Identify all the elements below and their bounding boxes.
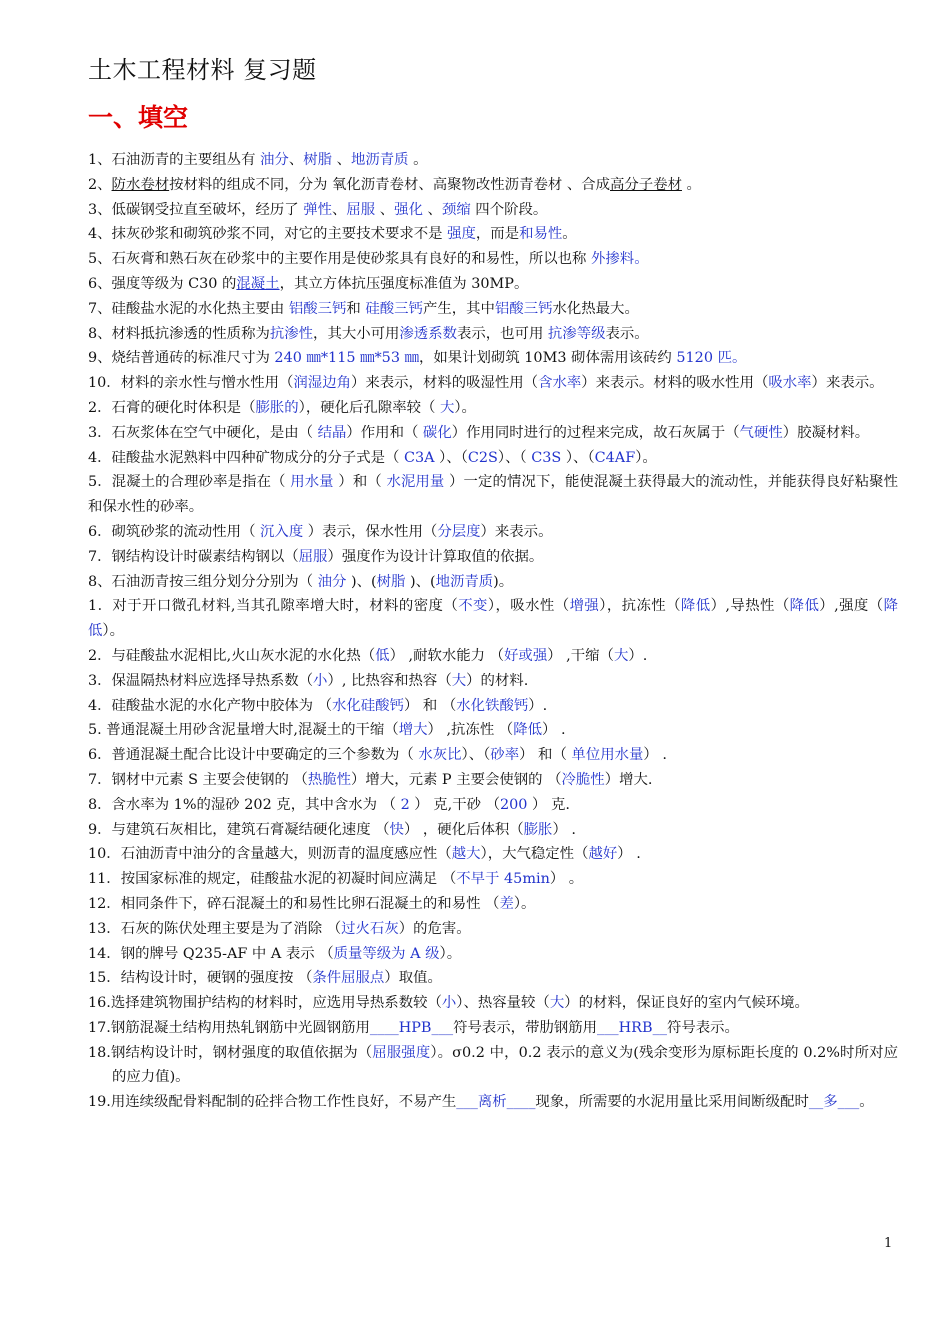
question-item: 2．与硅酸盐水泥相比,火山灰水泥的水化热（低） ,耐软水能力 （好或强） ,干缩（大）. xyxy=(88,647,648,664)
question-item: 7．钢材中元素 S 主要会使钢的 （热脆性）增大，元素 P 主要会使钢的 （冷脆性）增大. xyxy=(88,771,653,788)
question-item: 9．与建筑石灰相比，建筑石膏凝结硬化速度 （快） ，硬化后体积（膨胀） . xyxy=(88,821,576,838)
question-item: 3．石灰浆体在空气中硬化，是由（ 结晶）作用和（ 碳化）作用同时进行的过程来完成，故石灰属于（气硬性）胶凝材料。 xyxy=(88,424,870,441)
question-item: 1．对于开口微孔材料,当其孔隙率增大时，材料的密度（不变），吸水性（增强），抗冻性（降低）,导热性（降低）,强度（降低）。 xyxy=(88,598,898,640)
question-item: 4．硅酸盐水泥的水化产物中胶体为 （水化硅酸钙） 和 （水化铁酸钙）. xyxy=(88,697,548,714)
question-item: 5．混凝土的合理砂率是指在（ 用水量 ）和（ 水泥用量 ）一定的情况下，能使混凝土获得最大的流动性，并能获得良好粘聚性和保水性的砂率。 xyxy=(88,474,898,516)
question-item: 12．相同条件下，碎石混凝土的和易性比卵石混凝土的和易性 （差）。 xyxy=(88,895,536,912)
question-item: 17.钢筋混凝土结构用热轧钢筋中光圆钢筋用____HPB___符号表示，带肋钢筋用___HRB__符号表示。 xyxy=(88,1019,739,1036)
question-item: 10．材料的亲水性与憎水性用（润湿边角）来表示，材料的吸湿性用（含水率）来表示。材料的吸水性用（吸水率）来表示。 xyxy=(88,375,884,392)
question-item: 4．硅酸盐水泥熟料中四种矿物成分的分子式是（ C3A ）、（C2S）、（ C3S ）、（C4AF）。 xyxy=(88,449,657,466)
question-item: 8．含水率为 1%的湿砂 202 克，其中含水为 （ 2 ） 克,干砂 （200 ） 克. xyxy=(88,796,570,813)
question-item: 5、石灰膏和熟石灰在砂浆中的主要作用是使砂浆具有良好的和易性，所以也称 外掺料。 xyxy=(88,251,649,268)
question-item: 1、石油沥青的主要组丛有 油分、树脂 、地沥青质 。 xyxy=(88,152,428,168)
question-item: 6．砌筑砂浆的流动性用（ 沉入度 ）表示，保水性用（分层度）来表示。 xyxy=(88,523,553,540)
question-item: 10．石油沥青中油分的含量越大，则沥青的温度感应性（越大），大气稳定性（越好） . xyxy=(88,846,641,863)
question-item: 6、强度等级为 C30 的混凝土，其立方体抗压强度标准值为 30MP。 xyxy=(88,275,529,292)
question-item: 16.选择建筑物围护结构的材料时，应选用导热系数较（小）、热容量较（大）的材料，保证良好的室内气候环境。 xyxy=(88,995,809,1012)
question-item: 2、防水卷材按材料的组成不同，分为 氧化沥青卷材、高聚物改性沥青卷材 、合成高分子卷材 。 xyxy=(88,176,701,193)
question-item: 2．石膏的硬化时体积是（膨胀的），硬化后孔隙率较（ 大）。 xyxy=(88,399,476,416)
question-item: 18.钢结构设计时，钢材强度的取值依据为（屈服强度）。σ0.2 中，0.2 表示的意义为(残余变形为原标距长度的 0.2%时所对应的应力值)。 xyxy=(88,1044,898,1086)
question-item: 19.用连续级配骨料配制的砼拌合物工作性良好，不易产生___离析____现象，所需要的水泥用量比采用间断级配时__多___。 xyxy=(88,1094,874,1111)
question-item: 3．保温隔热材料应选择导热系数（小）, 比热容和热容（大）的材料. xyxy=(88,672,529,689)
question-item: 8、材料抵抗渗透的性质称为抗渗性，其大小可用渗透系数表示，也可用 抗渗等级表示。 xyxy=(88,325,649,342)
question-item: 14．钢的牌号 Q235-AF 中 A 表示 （质量等级为 A 级）。 xyxy=(88,945,462,962)
question-item: 13．石灰的陈伏处理主要是为了消除 （过火石灰）的危害。 xyxy=(88,920,471,937)
question-item: 9、烧结普通砖的标准尺寸为 240 ㎜*115 ㎜*53 ㎜，如果计划砌筑 10M3 砌体需用该砖约 5120 匹。 xyxy=(88,350,747,367)
question-item: 15．结构设计时，硬钢的强度按 （条件屈服点）取值。 xyxy=(88,970,442,987)
page-number: 1 xyxy=(884,1236,893,1251)
question-item: 7、硅酸盐水泥的水化热主要由 铝酸三钙和 硅酸三钙产生，其中铝酸三钙水化热最大。 xyxy=(88,300,639,317)
question-item: 7．钢结构设计时碳素结构钢以（屈服）强度作为设计计算取值的依据。 xyxy=(88,548,544,565)
question-item: 8、石油沥青按三组分划分分别为（ 油分 )、(树脂 )、(地沥青质)。 xyxy=(88,573,514,590)
question-item: 6．普通混凝土配合比设计中要确定的三个参数为（ 水灰比）、（砂率） 和（ 单位用水量） . xyxy=(88,747,667,764)
question-item: 4、抹灰砂浆和砌筑砂浆不同，对它的主要技术要求不是 强度，而是和易性。 xyxy=(88,226,577,243)
question-item: 5. 普通混凝土用砂含泥量增大时,混凝土的干缩（增大） ,抗冻性 （降低） . xyxy=(88,722,566,739)
question-list xyxy=(88,148,898,1115)
document-title: 土木工程材料 复习题 xyxy=(88,56,317,84)
section-heading: 一、填空 xyxy=(88,103,189,132)
question-item: 11．按国家标准的规定，硅酸盐水泥的初凝时间应满足 （不早于 45min） 。 xyxy=(88,871,584,888)
question-item: 3、低碳钢受拉直至破坏，经历了 弹性、屈服 、强化 、颈缩 四个阶段。 xyxy=(88,201,548,218)
